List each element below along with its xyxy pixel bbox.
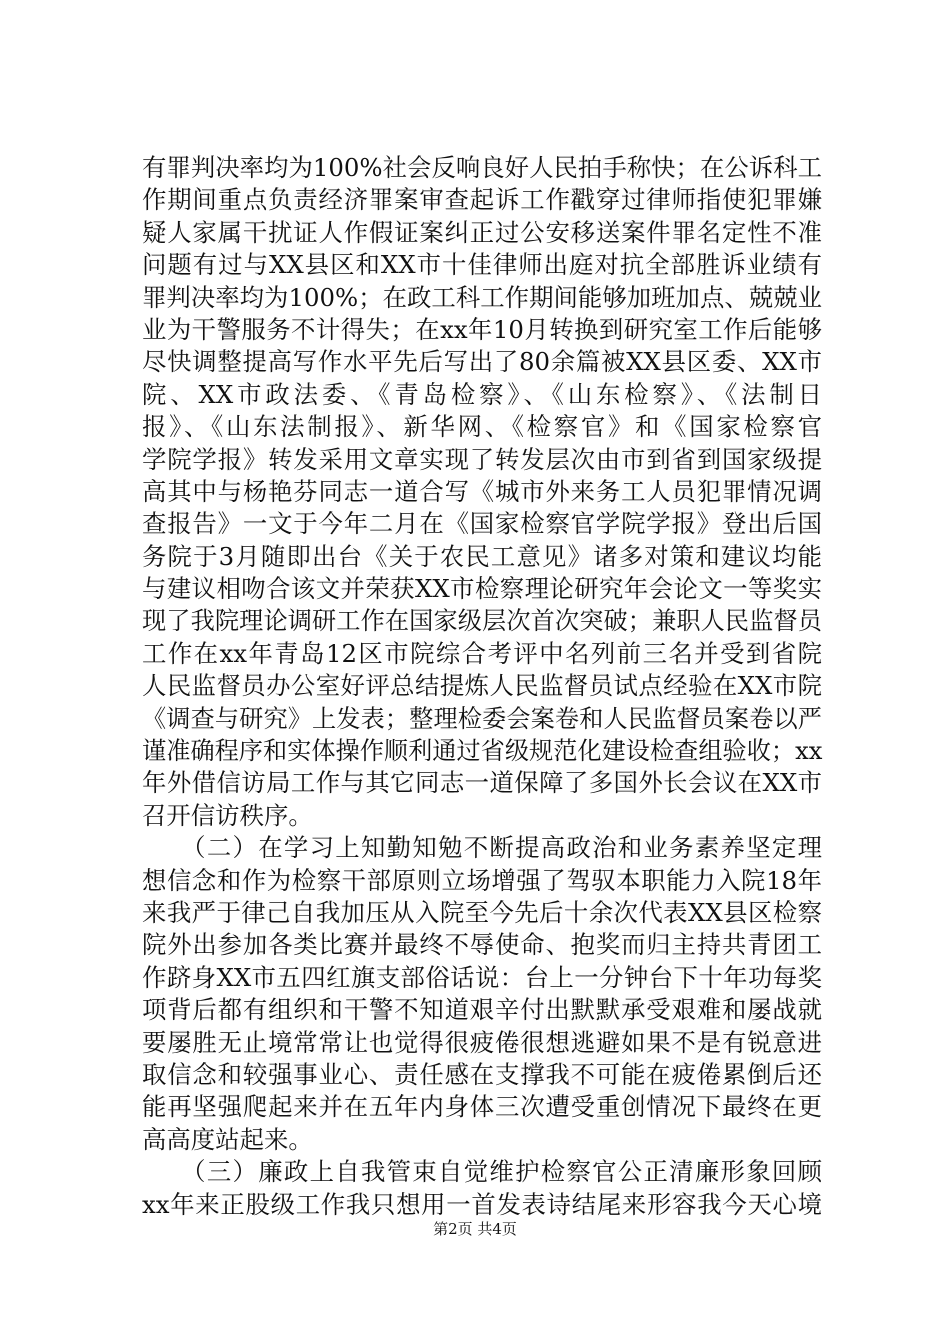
text-line: 能再坚强爬起来并在五年内身体三次遭受重创情况下最终在更 [142,1092,822,1122]
text-line: 召开信访秩序。 [142,800,313,830]
text-line: 学院学报》转发采用文章实现了转发层次由市到省到国家级提 [142,444,822,474]
text-line: 人民监督员办公室好评总结提炼人民监督员试点经验在XX市院 [142,671,822,701]
text-line: 查报告》一文于今年二月在《国家检察官学院学报》登出后国 [142,509,822,539]
page-footer: 第2页 共4页 [433,1220,517,1238]
text-line: 年外借信访局工作与其它同志一道保障了多国外长会议在XX市 [142,768,822,798]
text-line: （二）在学习上知勤知勉不断提高政治和业务素养坚定理 [142,833,822,863]
text-line: 工作在xx年青岛12区市院综合考评中名列前三名并受到省院 [142,638,822,668]
text-line: （三）廉政上自我管束自觉维护检察官公正清廉形象回顾 [142,1157,822,1187]
text-line: 现了我院理论调研工作在国家级层次首次突破；兼职人民监督员 [142,607,822,636]
text-line: 谨准确程序和实体操作顺利通过省级规范化建设检查组验收；xx [142,737,823,766]
text-line: 院、XX市政法委、《青岛检察》、《山东检察》、《法制日 [142,379,822,409]
text-line: 作跻身XX市五四红旗支部俗话说：台上一分钟台下十年功每奖 [142,962,822,992]
text-line: 项背后都有组织和干警不知道艰辛付出默默承受艰难和屡战就 [142,995,822,1025]
text-line: 尽快调整提高写作水平先后写出了80余篇被XX县区委、XX市 [142,347,822,377]
text-line: 想信念和作为检察干部原则立场增强了驾驭本职能力入院18年 [142,865,822,895]
text-line: 业为干警服务不计得失；在xx年10月转换到研究室工作后能够 [142,314,822,344]
text-line: 高高度站起来。 [142,1124,313,1154]
text-line: 有罪判决率均为100%社会反响良好人民拍手称快；在公诉科工 [142,153,822,182]
text-line: 取信念和较强事业心、责任感在支撑我不可能在疲倦累倒后还 [142,1059,822,1089]
text-line: 要屡胜无止境常常让也觉得很疲倦很想逃避如果不是有锐意进 [142,1027,822,1057]
text-line: 高其中与杨艳芬同志一道合写《城市外来务工人员犯罪情况调 [142,476,822,506]
text-line: 罪判决率均为100%；在政工科工作期间能够加班加点、兢兢业 [142,282,822,312]
text-line: 《调查与研究》上发表；整理检委会案卷和人民监督员案卷以严 [142,704,822,733]
text-line: 与建议相吻合该文并荣获XX市检察理论研究年会论文一等奖实 [142,574,822,604]
text-line: 报》、《山东法制报》、新华网、《检察官》和《国家检察官 [142,412,822,442]
text-line: 作期间重点负责经济罪案审查起诉工作戳穿过律师指使犯罪嫌 [142,185,822,215]
text-line: 来我严于律己自我加压从入院至今先后十余次代表XX县区检察 [142,897,822,927]
text-line: xx年来正股级工作我只想用一首发表诗结尾来形容我今天心境 [142,1189,822,1219]
text-line: 院外出参加各类比赛并最终不辱使命、抱奖而归主持共青团工 [142,930,822,960]
body-text [142,152,822,1221]
text-line: 疑人家属干扰证人作假证案纠正过公安移送案件罪名定性不准 [142,217,822,247]
text-line: 问题有过与XX县区和XX市十佳律师出庭对抗全部胜诉业绩有 [142,250,822,280]
text-line: 务院于3月随即出台《关于农民工意见》诸多对策和建议均能 [142,541,822,571]
